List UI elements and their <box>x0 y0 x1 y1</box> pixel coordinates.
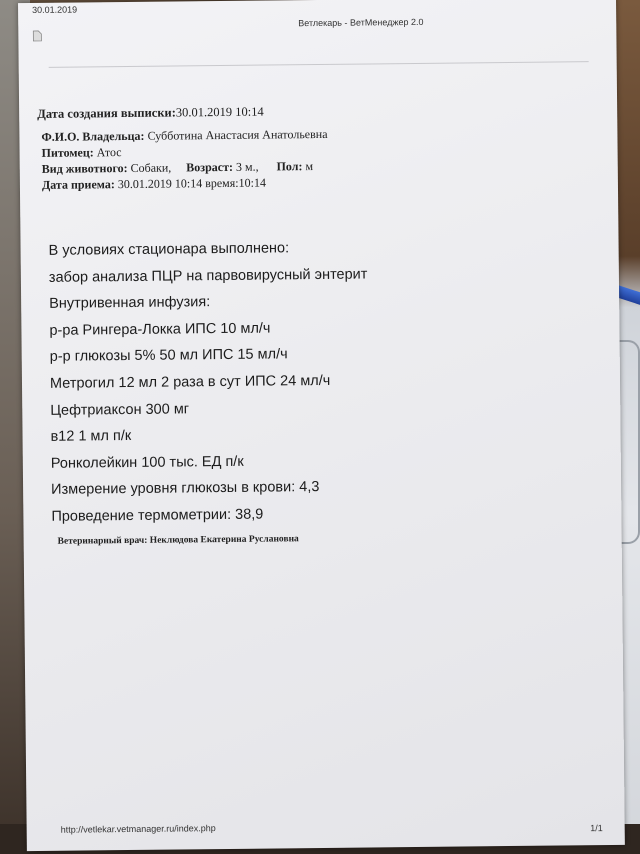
sex-value: м <box>305 159 314 174</box>
procedure-line: Измерение уровня глюкозы в крови: 4,3 <box>51 479 320 499</box>
vet-signature-line <box>58 534 299 547</box>
vet-label: Ветеринарный врач: <box>57 535 148 547</box>
visit-row <box>42 174 328 193</box>
owner-row <box>41 126 327 145</box>
owner-label: Ф.И.О. Владельца: <box>41 128 145 144</box>
pet-value: Атос <box>96 145 122 160</box>
procedure-line: р-р глюкозы 5% 50 мл ИПС 15 мл/ч <box>49 346 288 366</box>
sex-label: Пол: <box>276 159 303 174</box>
print-date: 30.01.2019 <box>32 4 78 15</box>
procedure-line: В условиях стационара выполнено: <box>48 240 290 259</box>
procedure-line: р-ра Рингера-Локка ИПС 10 мл/ч <box>49 320 271 339</box>
pet-label: Питомец: <box>41 145 94 160</box>
procedure-list <box>49 239 371 535</box>
printed-sheet <box>18 0 625 851</box>
procedure-line: Цефтриаксон 300 мг <box>50 400 190 419</box>
procedure-line: в12 1 мл п/к <box>50 428 132 445</box>
procedure-line: забор анализа ПЦР на парвовирусный энтерит <box>48 266 368 286</box>
print-page-number: 1/1 <box>590 823 603 834</box>
procedure-line: Внутривенная инфузия: <box>49 294 211 313</box>
procedure-line: Ронколейкин 100 тыс. ЕД п/к <box>50 453 244 472</box>
species-row <box>42 158 328 177</box>
procedure-line: Проведение термометрии: 38,9 <box>51 506 264 525</box>
created-value: 30.01.2019 10:14 <box>175 104 264 120</box>
procedure-line: Метрогил 12 мл 2 раза в сут ИПС 24 мл/ч <box>49 372 331 392</box>
document-icon <box>32 29 42 47</box>
print-footer-url: http://vetlekar.vetmanager.ru/index.php <box>60 823 216 835</box>
header-divider <box>49 61 589 68</box>
created-label: Дата создания выписки: <box>37 105 176 121</box>
age-value: 3 м., <box>235 159 259 174</box>
creation-date <box>37 105 264 122</box>
visit-value: 30.01.2019 10:14 время:10:14 <box>117 175 266 192</box>
print-title: Ветлекарь - ВетМенеджер 2.0 <box>298 16 424 29</box>
patient-info <box>41 126 328 193</box>
species-value: Собаки, <box>130 160 172 175</box>
species-label: Вид животного: <box>41 160 128 176</box>
owner-value: Субботина Анастасия Анатольевна <box>147 126 328 143</box>
age-label: Возраст: <box>186 159 234 175</box>
vet-name: Неклюдова Екатерина Руслановна <box>149 534 299 546</box>
visit-label: Дата приема: <box>41 177 115 192</box>
